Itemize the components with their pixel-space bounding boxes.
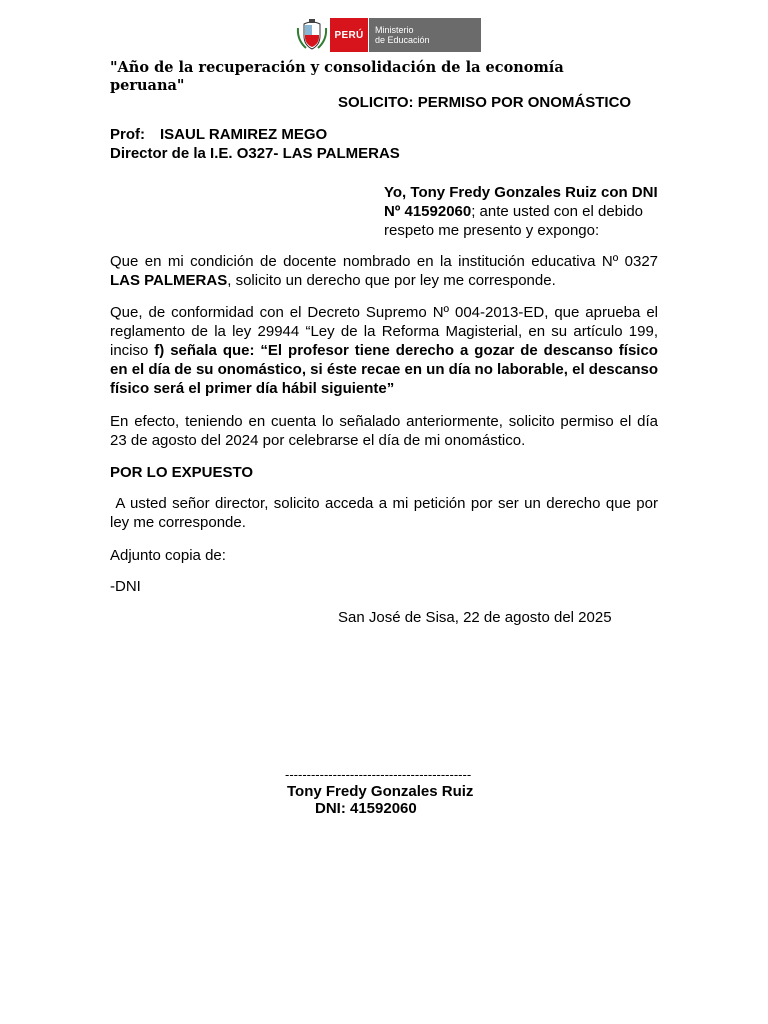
signature-name: Tony Fredy Gonzales Ruiz — [287, 783, 474, 800]
ministry-line1: Ministerio — [375, 25, 414, 35]
signature-dni: DNI: 41592060 — [315, 800, 417, 817]
intro-name: Yo, Tony Fredy Gonzales Ruiz con DNI Nº 41592060 — [384, 184, 658, 220]
ministry-line2: de Educación — [375, 35, 430, 45]
intro-paragraph — [384, 183, 664, 240]
addressee-name: ISAUL RAMIREZ MEGO — [160, 126, 328, 143]
intro-rest: ; ante usted con el debido respeto me presento y expongo: — [384, 203, 644, 239]
year-title: "Año de la recuperación y consolidación de la economía peruana" — [110, 59, 564, 94]
attachment-label: Adjunto copia de: — [110, 547, 226, 564]
paragraph-2-text: Que, de conformidad con el Decreto Supremo Nº 004-2013-ED, que aprueba el reglamento de la ley 29944 “Ley de la Reforma Magisterial, en su artículo 199, inciso — [110, 304, 658, 359]
subject-line: SOLICITO: PERMISO POR ONOMÁSTICO — [338, 94, 632, 111]
paragraph-1-text-b: , solicito un derecho que por ley me corresponde. — [227, 272, 556, 289]
signature-line: ------------------------------------------- — [285, 767, 472, 782]
peru-label: PERÚ — [330, 18, 368, 52]
paragraph-1-text-a: Que en mi condición de docente nombrado en la institución educativa Nº 0327 — [110, 253, 658, 270]
peru-coat-of-arms-icon — [296, 18, 328, 52]
addressee-prefix: Prof: — [110, 126, 145, 143]
ministry-label — [369, 18, 481, 52]
paragraph-3: En efecto, teniendo en cuenta lo señalado anteriormente, solicito permiso el día 23 de agosto del 2024 por celebrarse el día de mi onomástico. — [110, 413, 658, 449]
paragraph-4: A usted señor director, solicito acceda a mi petición por ser un derecho que por ley me corresponde. — [110, 495, 663, 531]
addressee-name-row — [110, 125, 400, 144]
place-date: San José de Sisa, 22 de agosto del 2025 — [338, 609, 612, 626]
ministry-logo — [296, 18, 481, 52]
paragraph-2 — [110, 303, 658, 398]
addressee-block — [110, 125, 400, 163]
por-lo-expuesto-heading: POR LO EXPUESTO — [110, 464, 254, 481]
school-name: LAS PALMERAS — [110, 272, 228, 289]
paragraph-1 — [110, 252, 658, 290]
addressee-position: Director de la I.E. O327- LAS PALMERAS — [110, 145, 400, 162]
legal-quote: f) señala que: “El profesor tiene derecho a gozar de descanso físico en el día de su onomástico, si éste recae en un día no laborable, el descanso físico será el primer día hábil siguiente” — [110, 342, 658, 397]
attachment-item: -DNI — [110, 578, 141, 595]
